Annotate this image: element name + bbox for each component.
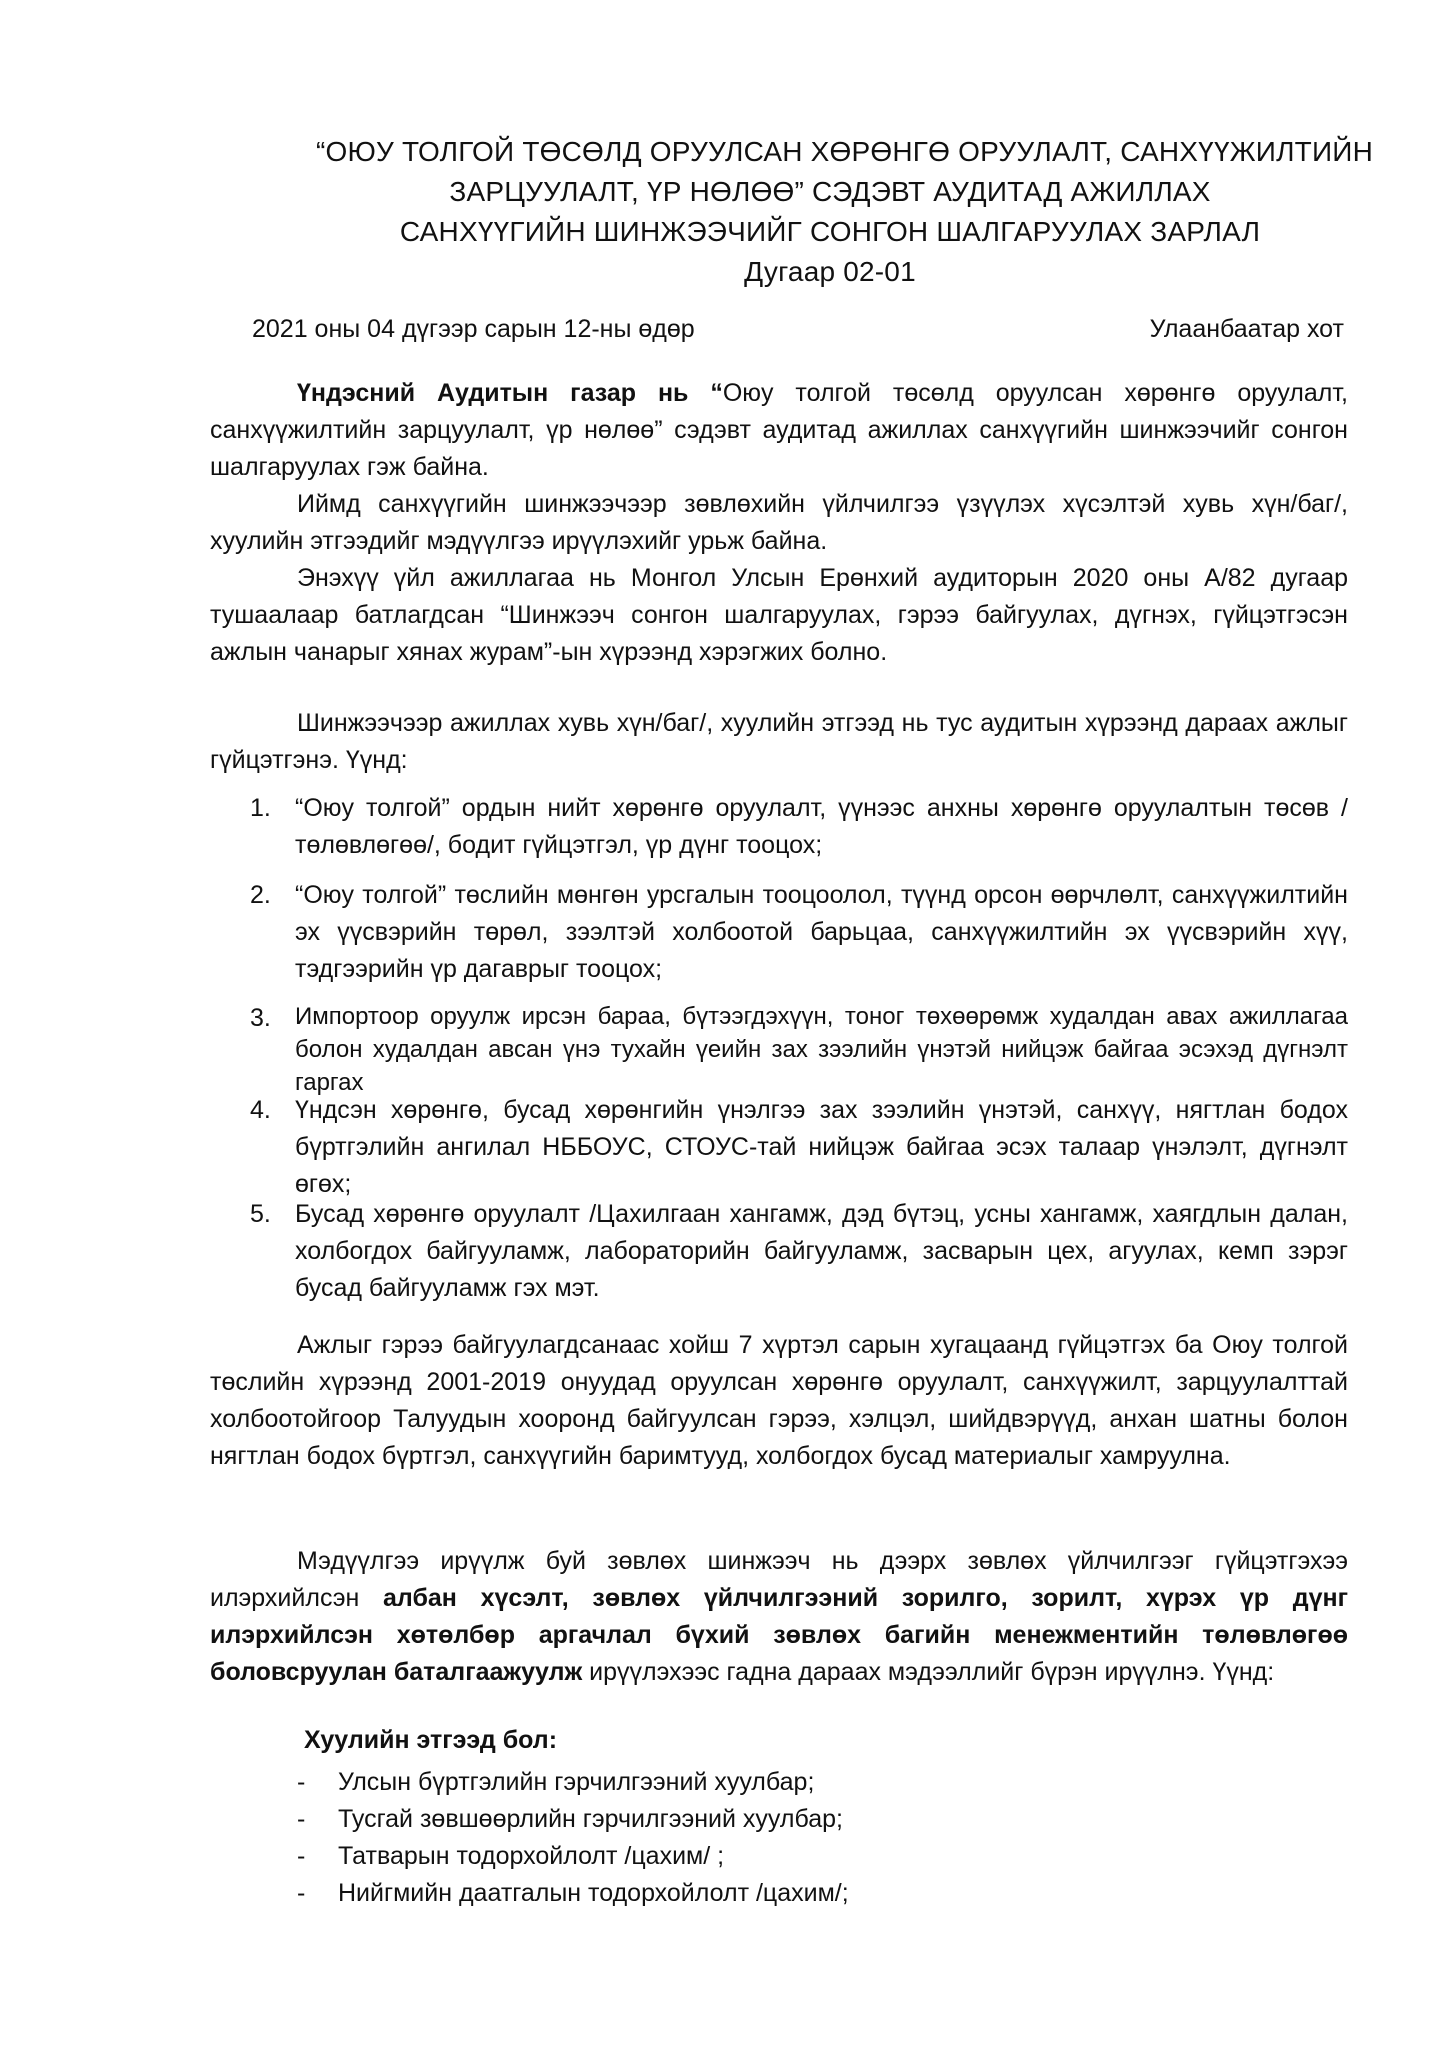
list-item: 2. “Оюу толгой” төслийн мөнгөн урсгалын тооцоолол, түүнд орсон өөрчлөлт, санхүүжилтийн эх үүсвэрийн төрөл, зээлтэй холбоотой барьцаа, санхүүжилтийн эх үүсвэрийн хүү, тэдгээрийн үр дагаврыг тооцох; — [250, 881, 1348, 983]
dateline — [252, 315, 1344, 344]
list-item: - Тусгай зөвшөөрлийн гэрчилгээний хуулбар; — [297, 1805, 843, 1833]
list-item: 4. Үндсэн хөрөнгө, бусад хөрөнгийн үнэлгээ зах зээлийн үнэтэй, санхүү, нягтлан бодох бүртгэлийн ангилал НББОУС, СТОУС-тай нийцэж байгаа эсэх талаар үнэлэлт, дүгнэлт өгөх; — [250, 1096, 1348, 1198]
submission-requirements-bold: албан хүсэлт, зөвлөх үйлчилгээний зорилго, зорилт, хүрэх үр дүнг илэрхийлсэн хөтөлбөр аргачлал бүхий зөвлөх багийн менежментийн төлөвлөгөө боловсруулан баталгаажуулж — [210, 1584, 1348, 1686]
list-item: - Татварын тодорхойлолт /цахим/ ; — [297, 1842, 725, 1870]
duration-section — [210, 1327, 1348, 1475]
document-city: Улаанбаатар хот — [1149, 315, 1344, 343]
intro-paragraph-3: Энэхүү үйл ажиллагаа нь Монгол Улсын Ерөнхий аудиторын 2020 оны А/82 дугаар тушаалаар батлагдсан “Шинжээч сонгон шалгаруулах, гэрээ байгуулах, дүгнэх, гүйцэтгэсэн ажлын чанарыг хянах журам”-ын хүрээнд хэрэгжих болно. — [210, 564, 1348, 666]
submission-section — [210, 1543, 1348, 1691]
scope-intro: Шинжээчээр ажиллах хувь хүн/баг/, хуулийн этгээд нь тус аудитын хүрээнд дараах ажлыг гүйцэтгэнэ. Үүнд: — [210, 709, 1348, 774]
legal-entity-section — [210, 1722, 849, 1912]
intro-bold-lead: Үндэсний Аудитын газар нь “ — [297, 379, 723, 407]
title-line-3: САНХҮҮГИЙН ШИНЖЭЭЧИЙГ СОНГОН ШАЛГАРУУЛАХ ЗАРЛАЛ — [399, 216, 1261, 247]
list-item: 1. “Оюу толгой” ордын нийт хөрөнгө оруулалт, үүнээс анхны хөрөнгө оруулалтын төсөв /төлөвлөгөө/, бодит гүйцэтгэл, үр дүнг тооцох; — [250, 794, 1348, 859]
list-item: 3. Импортоор оруулж ирсэн бараа, бүтээгдэхүүн, тоног төхөөрөмж худалдан авах ажиллагаа болон худалдан авсан үнэ тухайн үеийн зах зээлийн үнэтэй нийцэж байгаа эсэхэд дүгнэлт гаргах — [250, 1003, 1348, 1096]
legal-entity-heading: Хуулийн этгээд бол: — [304, 1726, 558, 1754]
list-item: - Улсын бүртгэлийн гэрчилгээний хуулбар; — [297, 1768, 815, 1796]
intro-paragraph-2: Иймд санхүүгийн шинжээчээр зөвлөхийн үйлчилгээ үзүүлэх хүсэлтэй хувь хүн/баг/, хуулийн этгээдийг мэдүүлгээ ирүүлэхийг урьж байна. — [210, 490, 1348, 555]
title-line-2: ЗАРЦУУЛАЛТ, ҮР НӨЛӨӨ” СЭДЭВТ АУДИТАД АЖИЛЛАХ — [449, 176, 1211, 207]
submission-paragraph: Мэдүүлгээ ирүүлж буй зөвлөх шинжээч нь дээрх зөвлөх үйлчилгээг гүйцэтгэхээ илэрхийлсэн албан хүсэлт, зөвлөх үйлчилгээний зорилго, зорилт, хүрэх үр дүнг илэрхийлсэн хөтөлбөр аргачлал бүхий зөвлөх багийн менежментийн төлөвлөгөө боловсруулан баталгаажуулж ирүүлэхээс гадна дараах мэдээллийг бүрэн ирүүлнэ. Үүнд: — [210, 1547, 1348, 1686]
list-item: - Нийгмийн даатгалын тодорхойлолт /цахим/; — [297, 1879, 849, 1907]
list-item: 5. Бусад хөрөнгө оруулалт /Цахилгаан хангамж, дэд бүтэц, усны хангамж, хаягдлын далан, холбогдох байгууламж, лабораторийн байгууламж, засварын цех, агуулах, кемп зэрэг бусад байгууламж гэх мэт. — [250, 1200, 1348, 1302]
title-line-1: “ОЮУ ТОЛГОЙ ТӨСӨЛД ОРУУЛСАН ХӨРӨНГӨ ОРУУЛАЛТ, САНХҮҮЖИЛТИЙН — [316, 136, 1374, 167]
document-number: Дугаар 02-01 — [744, 256, 916, 287]
intro-text: Оюу толгой төсөлд оруулсан хөрөнгө оруулалт, санхүүжилтийн зарцуулалт, үр нөлөө” сэдэвт аудитад ажиллах санхүүгийн шинжээчийг сонгон шалгаруулах гэж байна. — [210, 379, 1348, 481]
duration-paragraph: Ажлыг гэрээ байгуулагдсанаас хойш 7 хүртэл сарын хугацаанд гүйцэтгэх ба Оюу толгой төслийн хүрээнд 2001-2019 онуудад оруулсан хөрөнгө оруулалт, санхүүжилт, зарцуулалттай холбоотойгоор Талуудын хооронд байгуулсан гэрээ, хэлцэл, шийдвэрүүд, анхан шатны болон нягтлан бодох бүртгэл, санхүүгийн баримтууд, холбогдох бусад материалыг хамруулна. — [210, 1331, 1348, 1470]
intro-section — [210, 375, 1348, 671]
scope-section — [210, 705, 1348, 779]
intro-paragraph-1 — [210, 375, 1348, 486]
document-date: 2021 оны 04 дүгээр сарын 12-ны өдөр — [252, 315, 695, 343]
document-title — [300, 132, 1374, 292]
